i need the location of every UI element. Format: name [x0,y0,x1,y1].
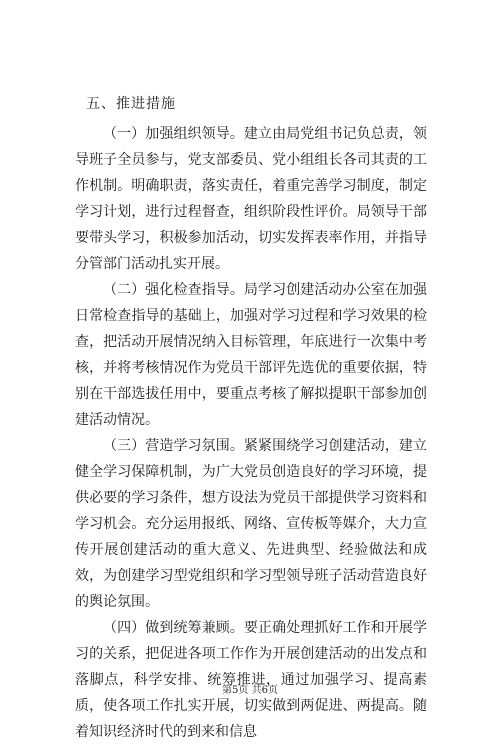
paragraph-text: 局学习创建活动办公室在加强日常检查指导的基础上，加强对学习过程和学习效果的检查，把活动开展情况纳入目标管理，年底进行一次集中考核，并将考核情况作为党员干部评先选优的重要依据，特别在干部选拔任用中，要重点考核了解拟提职干部参加创建活动情况。 [75,282,428,428]
paragraph-label: （三）营造学习氛围。 [103,438,244,454]
paragraph-text: 要正确处理抓好工作和开展学习的关系，把促进各项工作作为开展创建活动的出发点和落脚点，科学安排、统筹推进，通过加强学习、提高素质，使各项工作扎实开展，切实做到两促进、两提高。随着知识经济时代的到来和信息 [75,620,428,740]
paragraph-1 [75,121,427,277]
paragraph-text: 建立由局党组书记负总责，领导班子全员参与，党支部委员、党小组组长各司其责的工作机制。明确职责，落实责任，着重完善学习制度，制定学习计划，进行过程督查，组织阶段性评价。局领导干部要带头学习，积极参加活动，切实发挥表率作用，并指导分管部门活动扎实开展。 [75,126,428,272]
paragraph-4 [75,615,427,745]
paragraph-label: （一）加强组织领导。 [103,126,244,142]
paragraph-text: 紧紧围绕学习创建活动，建立健全学习保障机制，为广大党员创造良好的学习环境，提供必要的学习条件，想方设法为党员干部提供学习资料和学习机会。充分运用报纸、网络、宣传板等媒介，大力宣传开展创建活动的重大意义、先进典型、经验做法和成效，为创建学习型党组织和学习型领导班子活动营造良好的舆论氛围。 [75,438,428,610]
section-heading: 五、推进措施 [86,96,176,112]
paragraph-2 [75,277,427,433]
document-body [75,91,427,745]
paragraph-3 [75,433,427,615]
paragraph-label: （四）做到统筹兼顾。 [103,620,244,636]
page-footer: 第5页 共6页 [222,685,278,696]
paragraph-label: （二）强化检查指导。 [103,282,244,298]
